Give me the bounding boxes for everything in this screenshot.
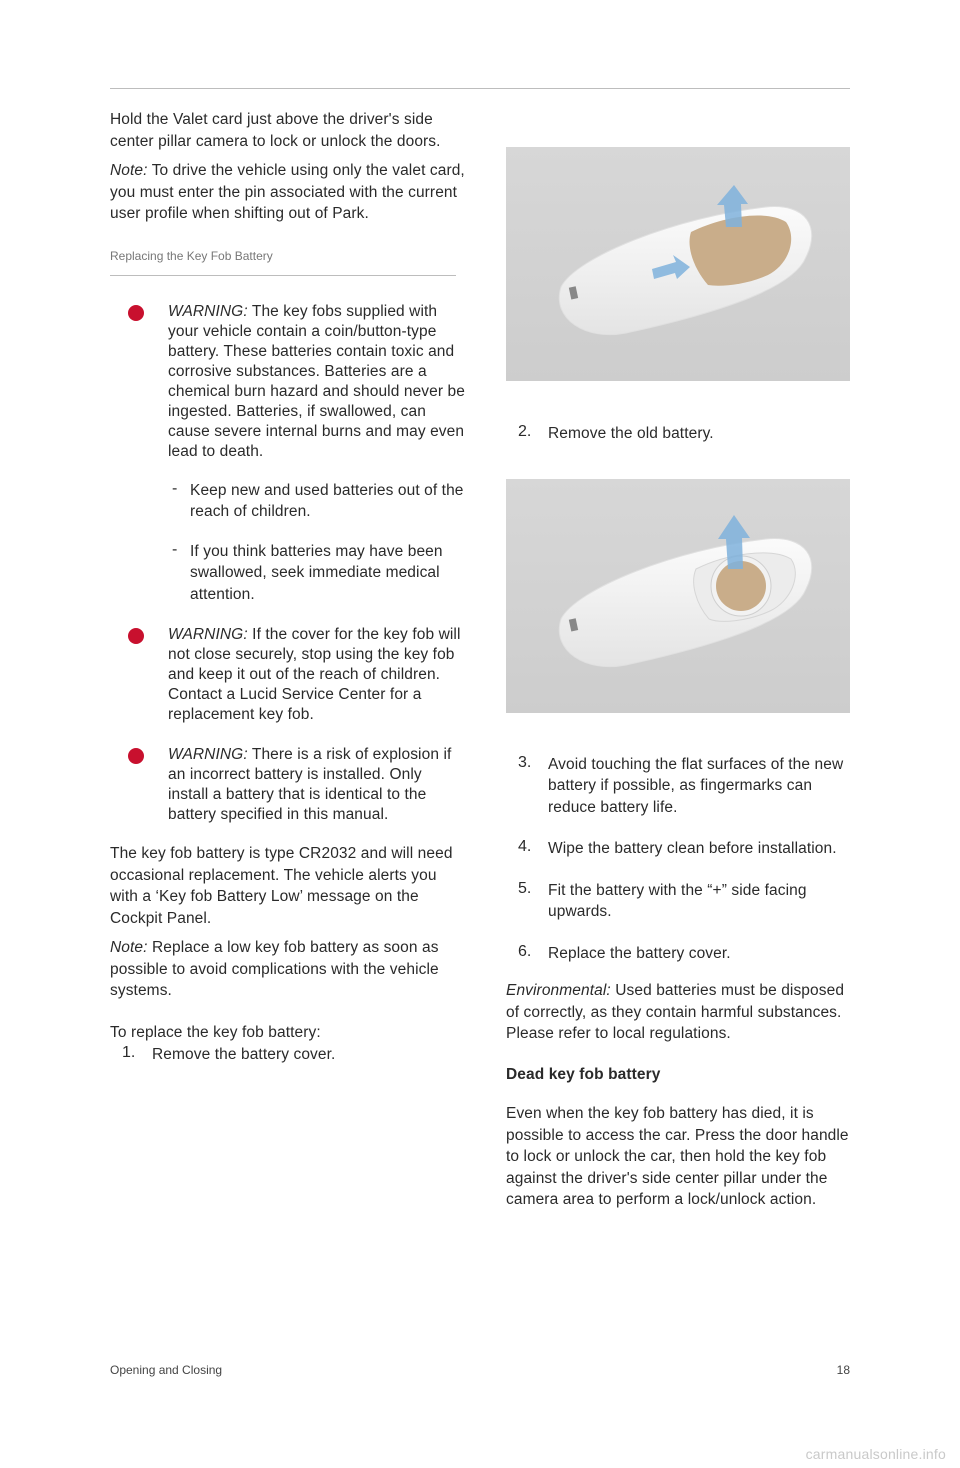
remove-cover-photo (506, 147, 850, 381)
dash-icon: - (172, 479, 178, 497)
steps-intro: To replace the key fob battery: (110, 1023, 321, 1041)
warning-text-2: WARNING: If the cover for the key fob will not close securely, stop using the key fob and keep it out of the reach of children. Contact a Lucid Service Center for a replacement key fob. (168, 626, 461, 723)
right-column (506, 96, 850, 1211)
warning-block-2 (110, 625, 466, 725)
section-title: Replacing the Key Fob Battery (110, 248, 273, 263)
warning-block-3 (110, 745, 466, 825)
step-4: 4. Wipe the battery clean before installation. (518, 838, 837, 857)
section-rule (110, 275, 456, 276)
warning-icon (128, 305, 144, 321)
note-text: To drive the vehicle using only the valet card, you must enter the pin associated with the current user profile when shifting out of Park. (110, 162, 465, 222)
warning-text-1: WARNING: The key fobs supplied with your vehicle contain a coin/button-type battery. These batteries contain toxic and corrosive substances. Batteries are a chemical burn hazard and should never be ingested. Batteries, if swallowed, can cause severe internal burns and may even lead to death. (168, 302, 465, 460)
warning-text-3: WARNING: There is a risk of explosion if an incorrect battery is installed. Only install a battery that is identical to the battery specified in this manual. (168, 746, 452, 823)
step-6: 6. Replace the battery cover. (518, 942, 731, 962)
header-rule (110, 88, 850, 89)
remove-battery-photo (506, 479, 850, 713)
step-2: 2. Remove the old battery. (518, 423, 714, 442)
key-fob-cover-illustration (506, 147, 850, 381)
dead-battery-text: Even when the key fob battery has died, it is possible to access the car. Press the door handle to lock or unlock the car, then hold the key fob against the driver's side center pillar under the camera area to perform a lock/unlock action. (506, 1105, 849, 1208)
dash-icon: - (172, 540, 178, 558)
warning-icon (128, 628, 144, 644)
footer-section: Opening and Closing (110, 1363, 223, 1377)
page-number: 18 (836, 1363, 850, 1377)
valet-paragraph: Hold the Valet card just above the driver's side center pillar camera to lock or unlock the doors. (110, 111, 441, 150)
note-label: Note: (110, 162, 148, 179)
warning-icon (128, 748, 144, 764)
environmental-note: Environmental: Used batteries must be disposed of correctly, as they contain harmful substances. Please refer to local regulations. (506, 982, 845, 1042)
dead-battery-heading: Dead key fob battery (506, 1065, 661, 1083)
key-fob-battery-illustration (506, 479, 850, 713)
watermark: carmanualsonline.info (805, 1446, 946, 1462)
battery-info: The key fob battery is type CR2032 and will need occasional replacement. The vehicle alerts you with a ‘Key fob Battery Low’ message on the Cockpit Panel. (110, 845, 453, 927)
warning-block-1 (110, 302, 466, 606)
battery-note: Note: Replace a low key fob battery as soon as possible to avoid complications with the vehicle systems. (110, 939, 439, 999)
step-3: 3. Avoid touching the flat surfaces of the new battery if possible, as fingermarks can reduce battery life. (518, 753, 844, 816)
step-5: 5. Fit the battery with the “+” side facing upwards. (518, 879, 807, 920)
valet-note (110, 160, 466, 225)
step-1: 1. Remove the battery cover. (122, 1044, 336, 1063)
left-column (110, 96, 466, 1066)
warning-bullet-1: - Keep new and used batteries out of the reach of children. (172, 479, 464, 520)
warning-bullet-2: - If you think batteries may have been swallowed, seek immediate medical attention. (172, 540, 443, 603)
